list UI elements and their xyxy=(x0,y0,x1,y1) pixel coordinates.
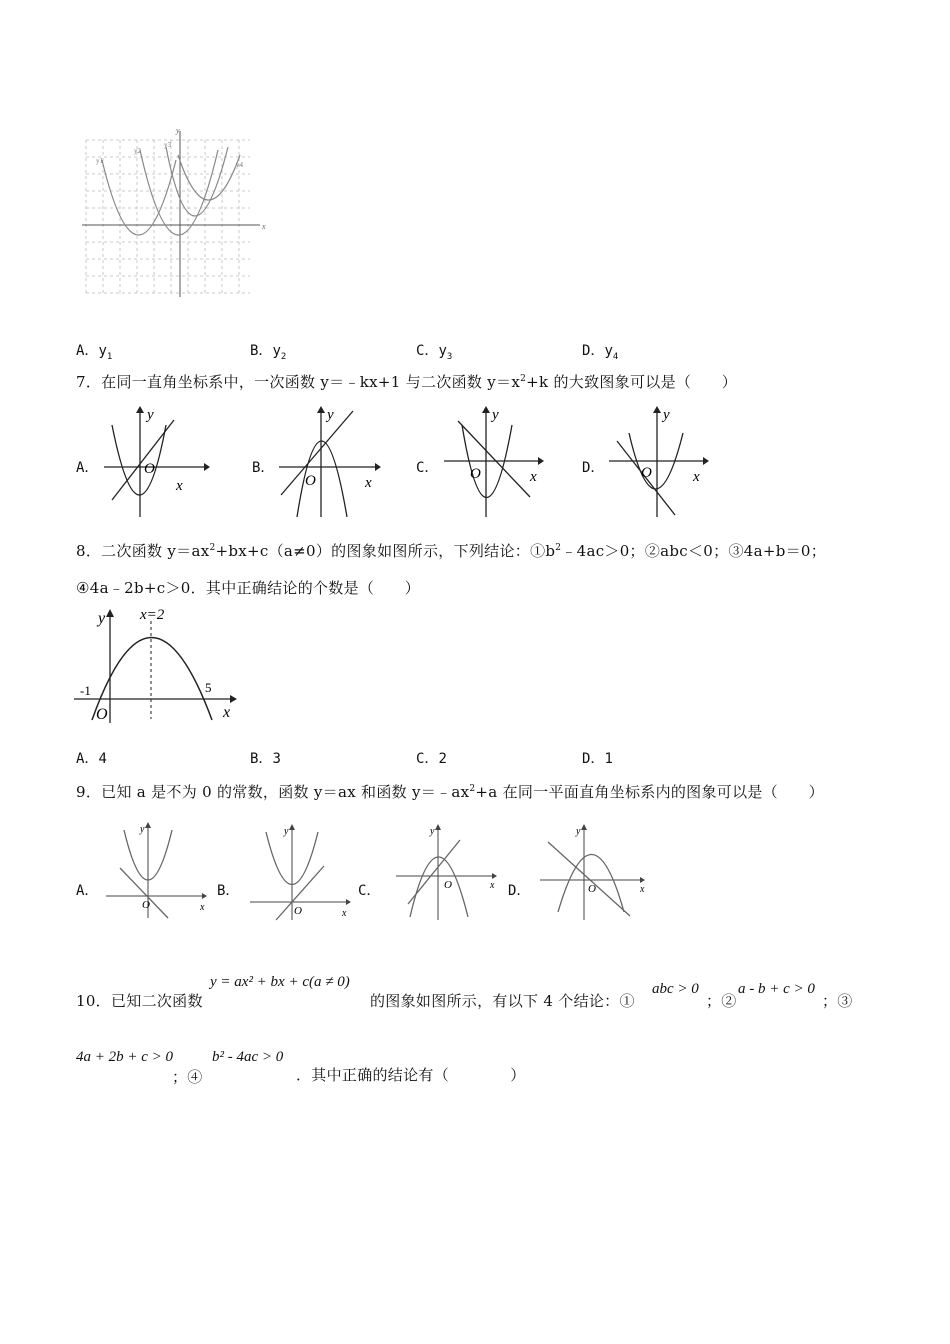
q8-option-a[interactable]: A．4 xyxy=(76,751,107,767)
q6-option-b[interactable]: B．$y_2$ xyxy=(250,343,287,362)
q9-option-b[interactable]: B． xyxy=(217,883,240,899)
q9-option-c[interactable]: C． xyxy=(358,883,381,899)
svg-text:O: O xyxy=(641,465,652,481)
q9-graph-b[interactable] xyxy=(246,822,358,922)
q6-y-label: y xyxy=(176,126,180,135)
svg-text:x: x xyxy=(640,884,645,895)
q9-option-a[interactable]: A． xyxy=(76,883,99,899)
q10-conclusion-3: 4a + 2b + c > 0 xyxy=(76,1049,174,1065)
svg-text:x: x xyxy=(530,469,537,485)
q6-option-a[interactable]: A．$y_1$ xyxy=(76,343,113,362)
q10-conclusion-1: abc > 0 xyxy=(652,981,699,997)
svg-text:x: x xyxy=(365,475,372,491)
q7-graph-a[interactable] xyxy=(100,405,210,520)
q10-conclusion-2: a - b + c > 0 xyxy=(738,981,815,997)
q6-curve-label-4: y4 xyxy=(236,161,243,169)
svg-text:y: y xyxy=(492,407,499,423)
q10-formula: y = ax² + bx + c(a ≠ 0) xyxy=(210,974,350,990)
svg-text:y: y xyxy=(576,826,581,837)
q8-stem-line2: ④4a﹣2b+c＞0．其中正确结论的个数是（ ） xyxy=(76,579,421,597)
svg-text:y: y xyxy=(430,826,435,837)
svg-text:O: O xyxy=(444,879,452,891)
q6-curve-label-3: y3 xyxy=(164,141,171,149)
q10-conclusion-4: b² - 4ac > 0 xyxy=(212,1049,284,1065)
svg-text:O: O xyxy=(142,899,150,911)
q10-stem-end: ．其中正确的结论有（ ） xyxy=(296,1066,526,1084)
svg-text:y: y xyxy=(147,407,154,423)
svg-text:y: y xyxy=(663,407,670,423)
q9-option-d[interactable]: D． xyxy=(508,883,531,899)
q7-graph-c[interactable] xyxy=(440,405,550,520)
svg-text:O: O xyxy=(294,905,302,917)
q9-graph-c[interactable] xyxy=(394,822,506,922)
q7-option-b[interactable]: B． xyxy=(252,460,275,476)
q8-option-d[interactable]: D．1 xyxy=(582,751,613,767)
q6-curve-label-2: y2 xyxy=(134,147,141,155)
svg-text:x: x xyxy=(176,478,183,494)
q9-graph-a[interactable] xyxy=(102,820,214,920)
svg-text:x: x xyxy=(693,469,700,485)
q6-x-label: x xyxy=(262,222,266,231)
svg-text:O: O xyxy=(470,466,481,482)
q7-stem: 7．在同一直角坐标系中，一次函数 y＝﹣kx+1 与二次函数 $y=x^2+k$ 的大致图象可以是（ ） xyxy=(76,373,738,391)
svg-text:x: x xyxy=(342,908,347,919)
svg-text:O: O xyxy=(588,883,596,895)
q8-graph xyxy=(72,605,242,725)
q7-graph-b[interactable] xyxy=(275,405,385,520)
svg-text:O: O xyxy=(96,706,108,723)
q10-sep-2: ；③ xyxy=(822,992,853,1010)
q10-stem-lead: 10．已知二次函数 xyxy=(76,992,203,1010)
q10-sep-3: ；④ xyxy=(172,1068,203,1086)
q9-graph-d[interactable] xyxy=(536,822,652,922)
svg-text:x: x xyxy=(490,880,495,891)
q8-option-c[interactable]: C．2 xyxy=(416,751,447,767)
q6-option-c[interactable]: C．$y_3$ xyxy=(416,343,453,362)
svg-text:5: 5 xyxy=(205,680,212,695)
q6-graph xyxy=(78,125,273,297)
svg-text:-1: -1 xyxy=(80,683,91,698)
q7-option-c[interactable]: C． xyxy=(416,460,439,476)
svg-text:x: x xyxy=(200,902,205,913)
q6-curve-label-1: y1 xyxy=(96,157,103,165)
q7-graph-d[interactable] xyxy=(605,405,715,520)
svg-text:O: O xyxy=(144,461,155,477)
svg-text:y: y xyxy=(327,407,334,423)
q10-sep-1: ；② xyxy=(706,992,737,1010)
q6-option-d[interactable]: D．$y_4$ xyxy=(582,343,619,362)
q9-stem: 9．已知 a 是不为 0 的常数，函数 y＝ax 和函数 $y=﹣ax^2+a$ 在同一平面直角坐标系内的图象可以是（ ） xyxy=(76,783,824,801)
svg-text:x: x xyxy=(223,704,231,721)
q8-option-b[interactable]: B．3 xyxy=(250,751,281,767)
q7-option-a[interactable]: A． xyxy=(76,460,99,476)
q10-stem-mid: 的图象如图所示，有以下 4 个结论：① xyxy=(370,992,635,1010)
q7-option-d[interactable]: D． xyxy=(582,460,605,476)
svg-text:O: O xyxy=(305,473,316,489)
q8-stem-line1: 8．二次函数 $y=ax^2+bx+c(a\ne 0)$的图象如图所示，下列结论：$①b^2﹣4ac>0$；②abc＜0；③4a+b＝0； xyxy=(76,542,827,560)
svg-text:x=2: x=2 xyxy=(140,607,165,623)
svg-text:y: y xyxy=(98,610,106,627)
svg-text:y: y xyxy=(284,826,289,837)
svg-text:y: y xyxy=(140,824,145,835)
